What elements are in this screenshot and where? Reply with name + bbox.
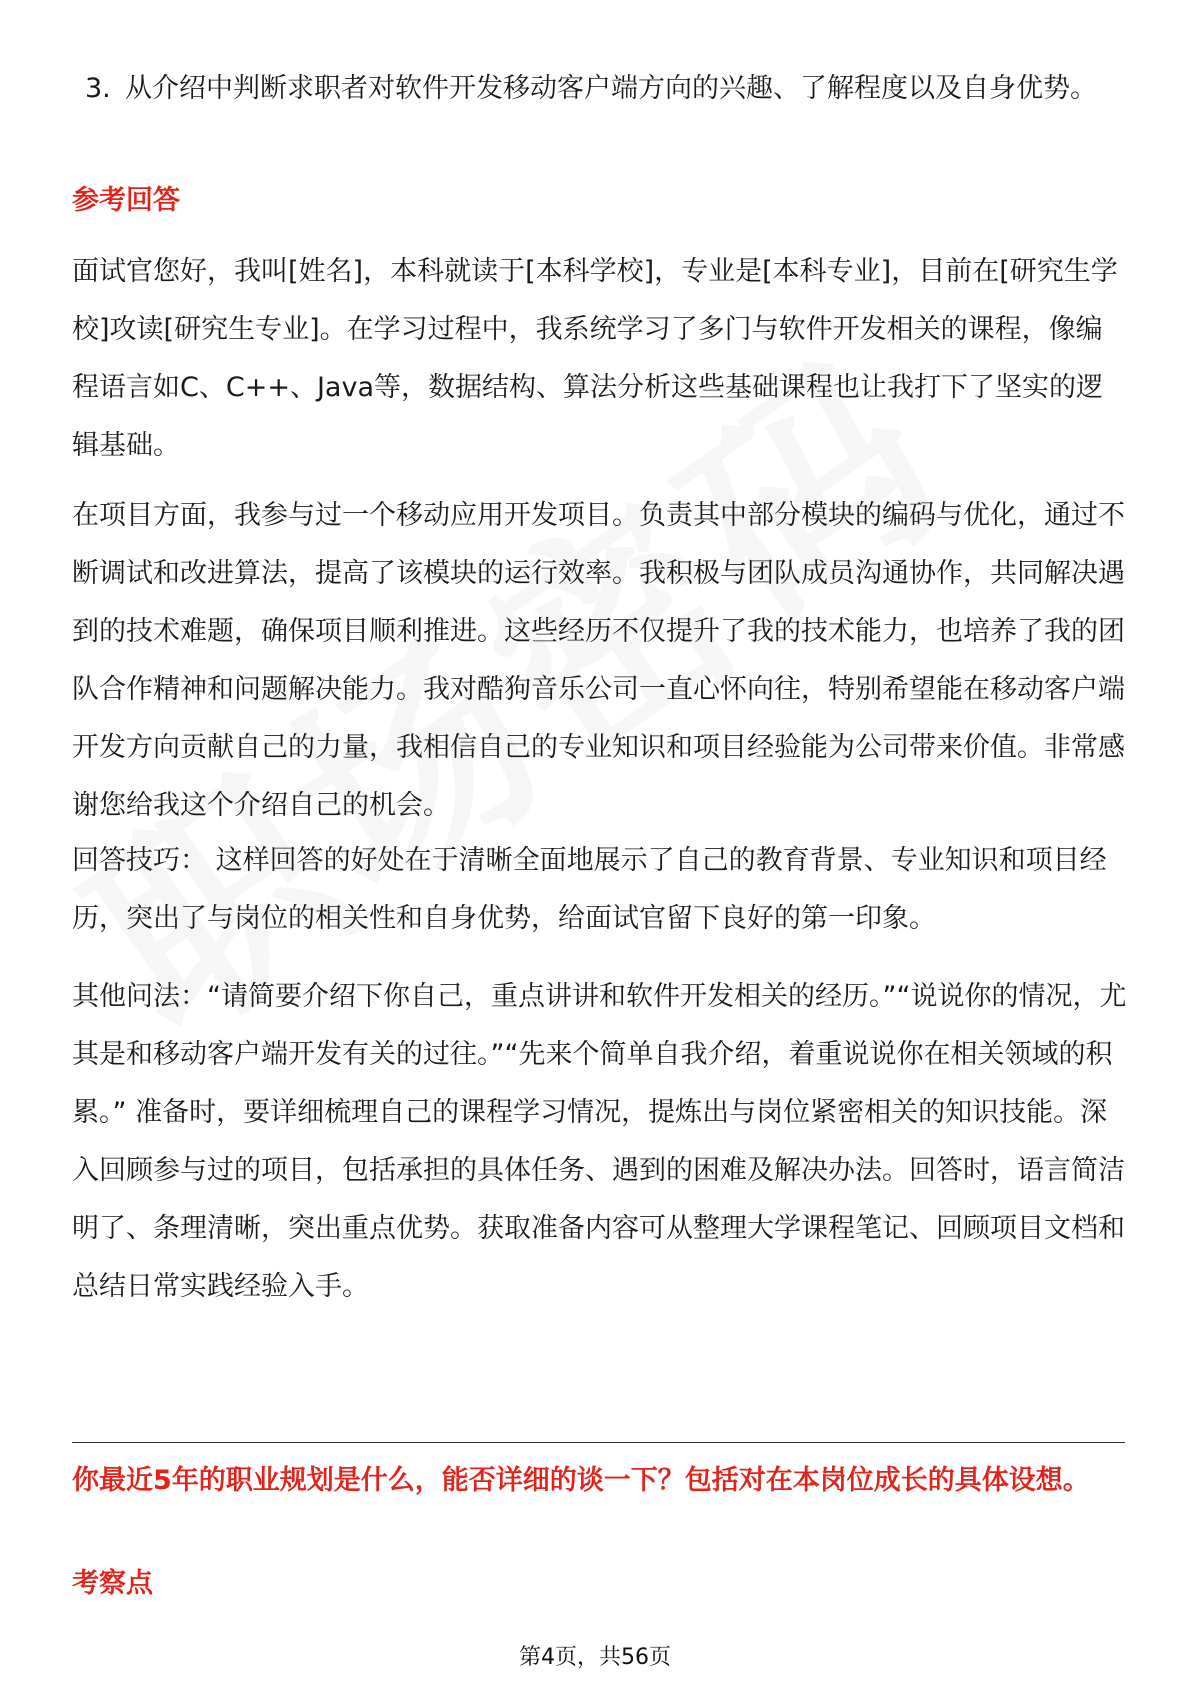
question-item-3 bbox=[85, 60, 1125, 118]
next-section-heading: 考察点 bbox=[72, 1568, 153, 1599]
page-footer: 第4页，共56页 bbox=[519, 1645, 671, 1670]
answer-tips-paragraph: 回答技巧： 这样回答的好处在于清晰全面地展示了自己的教育背景、专业知识和项目经历，突出了与岗位的相关性和自身优势，给面试官留下良好的第一印象。 bbox=[72, 845, 1107, 934]
alternative-questions-paragraph: 其他问法：“请简要介绍下你自己，重点讲讲和软件开发相关的经历。”“说说你的情况，尤其是和移动客户端开发有关的过往。”“先来个简单自我介绍，着重说说你在相关领域的积累。” 准备时，要详细梳理自己的课程学习情况，提炼出与岗位紧密相关的知识技能。深入回顾参与过的项目，包括承担的具体任务、遇到的困难及解决办法。回答时，语言简洁明了、条理清晰，突出重点优势。获取准备内容可从整理大学课程笔记、回顾项目文档和总结日常实践经验入手。 bbox=[72, 981, 1127, 1302]
list-text: 从介绍中判断求职者对软件开发移动客户端方向的兴趣、了解程度以及自身优势。 bbox=[125, 73, 1097, 104]
answer-heading: 参考回答 bbox=[72, 185, 180, 216]
next-question-heading: 你最近5年的职业规划是什么，能否详细的谈一下？包括对在本岗位成长的具体设想。 bbox=[72, 1465, 1090, 1496]
answer-paragraph-project: 在项目方面，我参与过一个移动应用开发项目。负责其中部分模块的编码与优化，通过不断调试和改进算法，提高了该模块的运行效率。我积极与团队成员沟通协作，共同解决遇到的技术难题，确保项目顺利推进。这些经历不仅提升了我的技术能力，也培养了我的团队合作精神和问题解决能力。我对酷狗音乐公司一直心怀向往，特别希望能在移动客户端开发方向贡献自己的力量，我相信自己的专业知识和项目经验能为公司带来价值。非常感谢您给我这个介绍自己的机会。 bbox=[72, 500, 1125, 821]
answer-paragraph-intro: 面试官您好，我叫[姓名]，本科就读于[本科学校]，专业是[本科专业]，目前在[研究生学校]攻读[研究生专业]。在学习过程中，我系统学习了多门与软件开发相关的课程，像编程语言如C、C++、Java等，数据结构、算法分析这些基础课程也让我打下了坚实的逻辑基础。 bbox=[72, 256, 1118, 461]
section-divider bbox=[72, 1442, 1125, 1443]
list-number: 3. bbox=[85, 73, 111, 104]
